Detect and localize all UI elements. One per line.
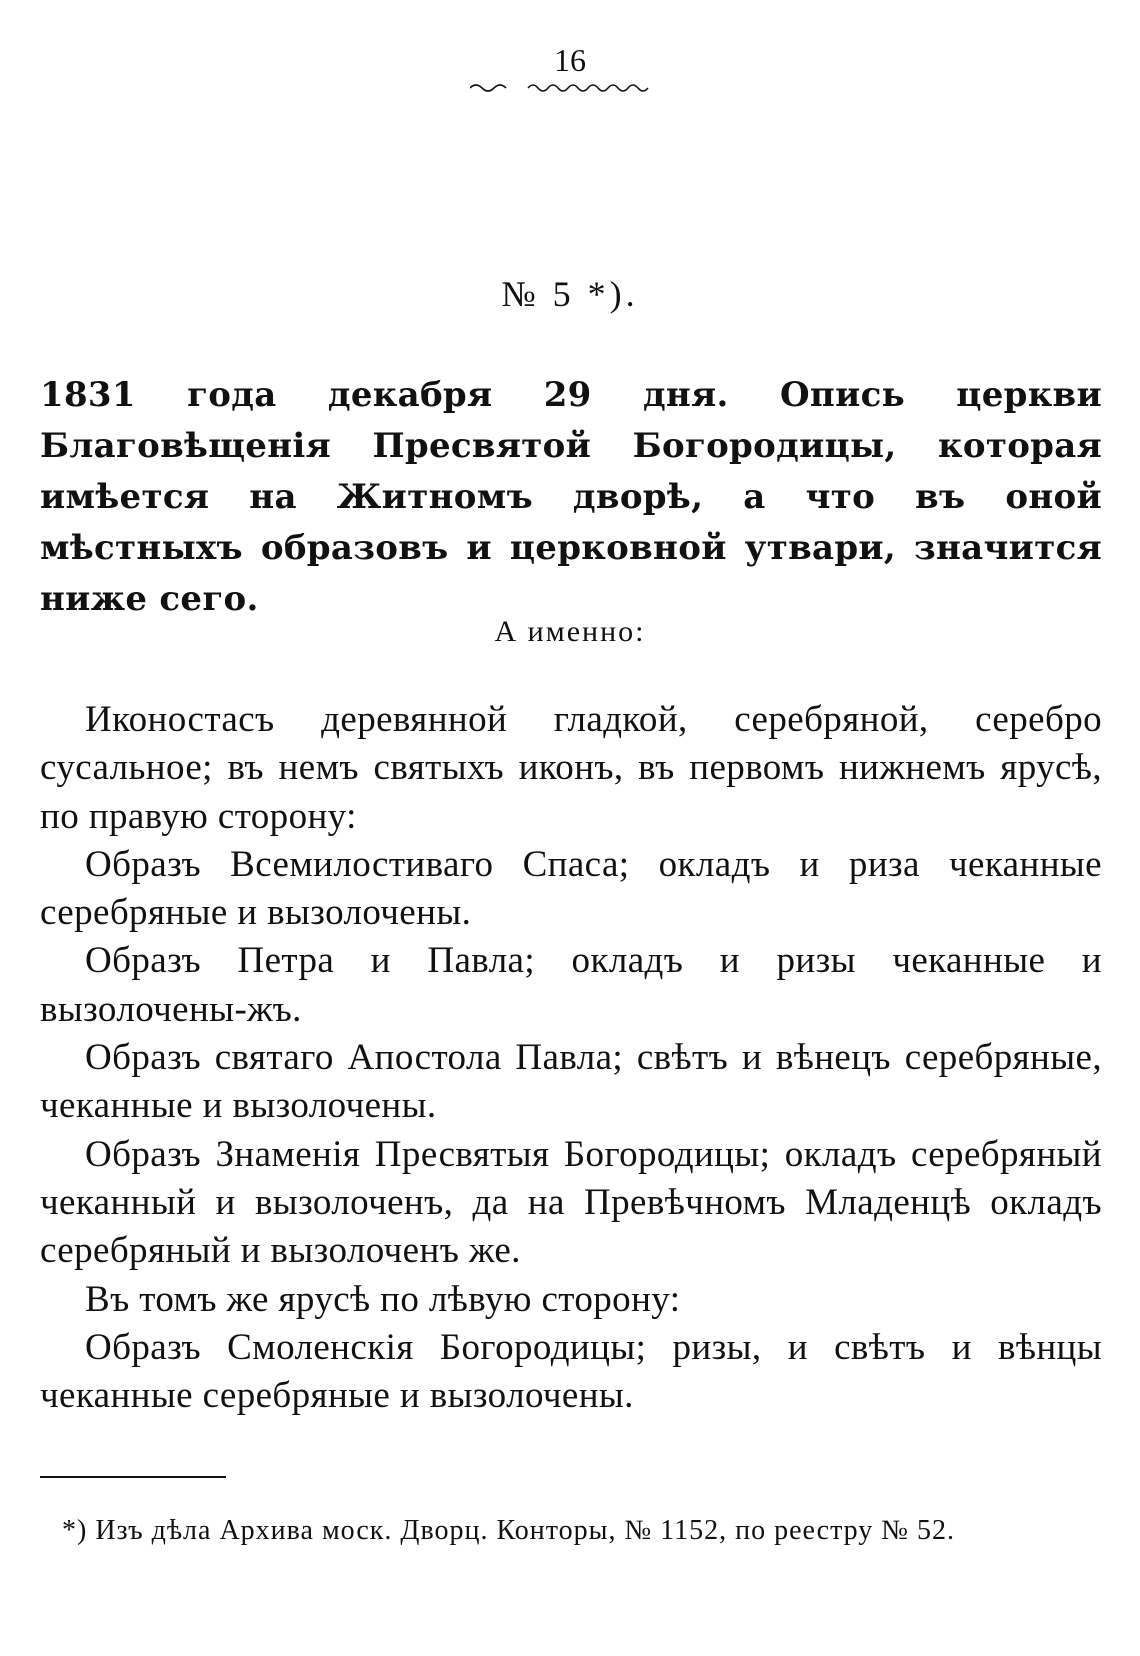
body-text <box>40 696 1102 1420</box>
section-subheading: А именно: <box>494 615 646 648</box>
paragraph: Образъ Знаменія Пресвятыя Богородицы; окладъ серебряный чеканный и вызолоченъ, да на Превѣчномъ Младенцѣ окладъ серебряный и вызолоченъ же. <box>40 1133 1102 1272</box>
paragraph: Образъ Смоленскія Богородицы; ризы, и свѣтъ и вѣнцы чеканные серебряные и вызолочены. <box>40 1326 1102 1417</box>
paragraph: Образъ Петра и Павла; окладъ и ризы чеканные и вызолочены-жъ. <box>40 940 1102 1030</box>
paragraph: Иконостасъ деревянной гладкой, серебряной, серебро сусальное; въ немъ святыхъ иконъ, въ первомъ нижнемъ ярусѣ, по правую сторону: <box>40 699 1102 837</box>
paragraph: Въ томъ же ярусѣ по лѣвую сторону: <box>85 1278 681 1320</box>
paragraph: Образъ Всемилостиваго Спаса; окладъ и риза чеканные серебряные и вызолочены. <box>40 843 1102 934</box>
wavy-ornament-icon <box>470 80 670 94</box>
footnote: *) Изъ дѣла Архива моск. Дворц. Конторы, № 1152, по реестру № 52. <box>62 1515 956 1546</box>
document-number: № 5 *). <box>501 274 639 314</box>
footnote-divider <box>40 1476 226 1478</box>
paragraph: Образъ святаго Апостола Павла; свѣтъ и вѣнецъ серебряные, чеканные и вызолочены. <box>40 1037 1102 1127</box>
document-heading: 1831 года декабря 29 дня. Опись церкви Благовѣщенія Пресвятой Богородицы, которая имѣется на Житномъ дворѣ, а что въ оной мѣстныхъ образовъ и церковной утвари, значится ниже сего. <box>40 375 1102 619</box>
page-number: 16 <box>554 42 586 78</box>
